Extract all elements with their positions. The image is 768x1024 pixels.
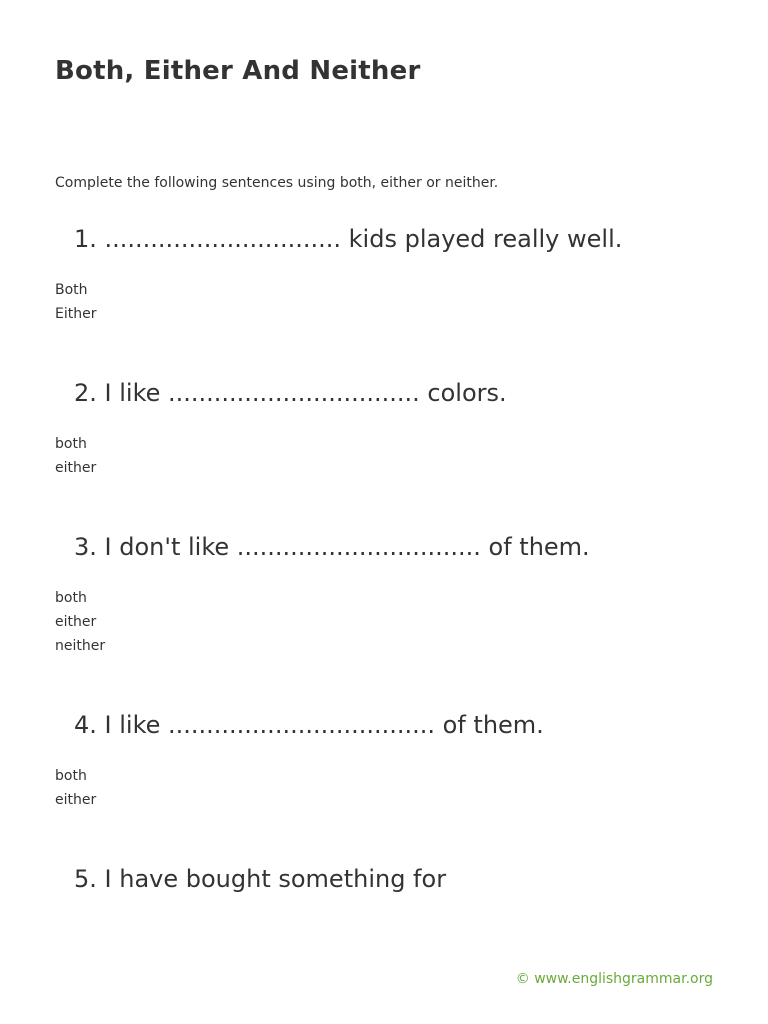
option-either: Either <box>55 306 97 322</box>
option-either: either <box>55 614 97 630</box>
option-both: both <box>55 436 87 452</box>
instructions-text: Complete the following sentences using both, either or neither. <box>55 175 499 191</box>
question-3-options <box>55 586 105 658</box>
question-4: 4. I like ................................... of them. <box>74 711 544 739</box>
option-both: both <box>55 768 87 784</box>
question-1: 1. ............................... kids played really well. <box>74 225 623 253</box>
question-1-options <box>55 278 96 326</box>
option-both: Both <box>55 282 88 298</box>
option-neither: neither <box>55 638 106 654</box>
option-either: either <box>55 460 97 476</box>
page-title: Both, Either And Neither <box>55 56 421 86</box>
option-both: both <box>55 590 87 606</box>
question-4-options <box>55 764 96 812</box>
question-2-options <box>55 432 96 480</box>
question-2: 2. I like ................................. colors. <box>74 379 507 407</box>
question-3: 3. I don't like ................................ of them. <box>74 533 590 561</box>
footer-credit-link[interactable]: © www.englishgrammar.org <box>515 971 713 987</box>
question-5: 5. I have bought something for <box>74 865 447 893</box>
option-either: either <box>55 792 97 808</box>
